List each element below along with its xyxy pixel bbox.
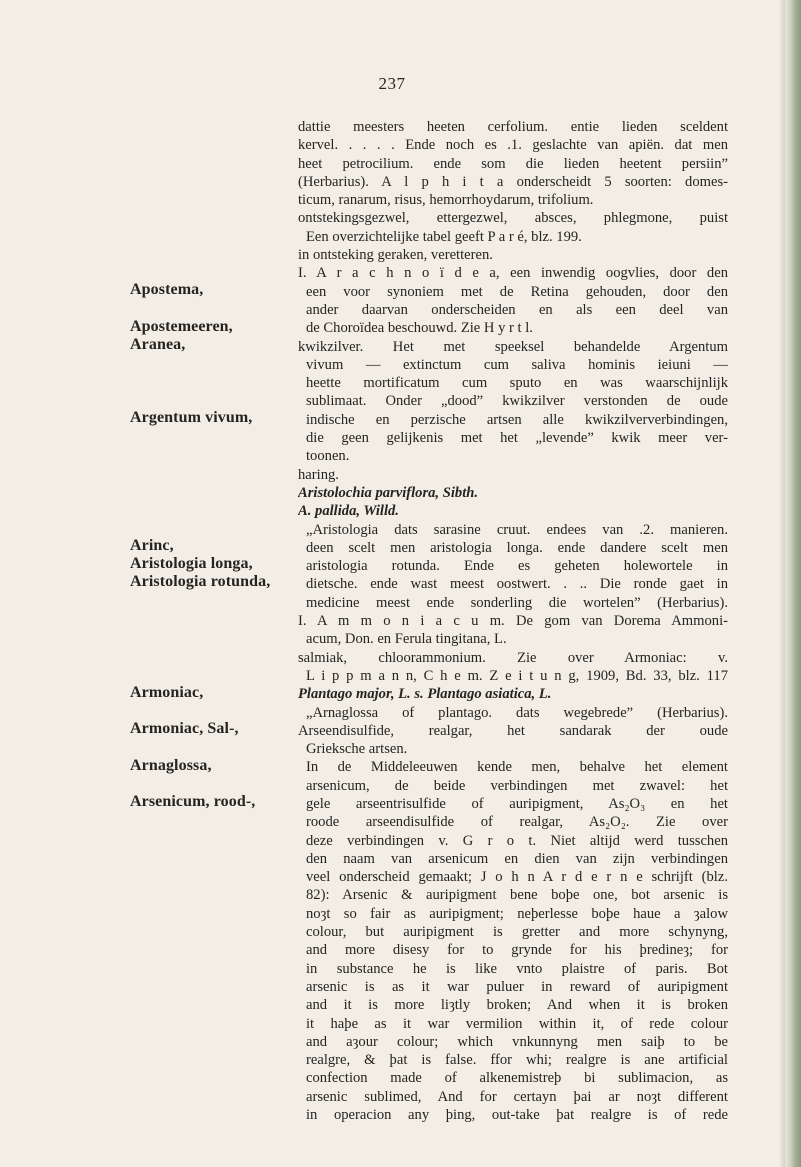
text-line: in operacion any þing, out-take þat realgre is of rede [306,1107,728,1124]
text-line: (Herbarius). A l p h i t a onderscheidt 5 soorten: domes- [298,173,728,190]
text-line: de Choroïdea beschouwd. Zie H y r t l. [306,320,533,337]
headword-armoniac-sal: Armoniac, Sal-, [130,720,239,737]
headword-aranea: Aranea, [130,336,186,353]
book-spine-edge [785,0,801,1167]
text-line: heet petrocilium. ende som die lieden heetent persiin” [298,155,728,172]
headword-argentum-vivum: Argentum vivum, [130,409,253,426]
text-line: in ontsteking geraken, veretteren. [298,247,493,264]
text-line: den naam van arsenicum en dien van zijn verbindingen [306,850,728,867]
text-line: roode arseendisulfide of realgar, As₂O₂. Zie over [306,814,728,831]
text-line: it haþe as it war vermilion within it, of rede colour [306,1015,728,1032]
text-line: confection made of alkenemistreþ bi sublimacion, as [306,1070,728,1087]
text-line: deen scelt men aristologia longa. ende dandere scelt men [306,539,728,556]
text-line: acum, Don. en Ferula tingitana, L. [306,631,507,648]
headword-arsenicum-rood: Arsenicum, rood-, [130,793,256,810]
page-number: 237 [378,74,406,93]
text-line: kervel. . . . . Ende noch es .1. geslachte van apiën. dat men [298,137,728,154]
text-line: arsenic is as it war puluer in reward of auripigment [306,978,728,995]
text-line-species: Plantago major, L. s. Plantago asiatica, L. [298,686,552,703]
text-line: In de Middeleeuwen kende men, behalve het element [306,759,728,776]
text-line: medicine meest ende sonderling die wortelen” (Herbarius). [306,594,728,611]
text-line: in substance he is like vnto plaistre of paris. Bot [306,960,728,977]
headword-armoniac: Armoniac, [130,684,204,701]
text-line: I. A m m o n i a c u m. De gom van Dorema Ammoni- [298,613,728,630]
headword-arnaglossa: Arnaglossa, [130,757,212,774]
text-line: ander daarvan onderscheiden en als een deel van [306,301,728,318]
entry-text-column [298,118,728,1124]
headword-aristologia-longa: Aristologia longa, [130,555,253,572]
text-line: realgre, & þat is false. ffor whi; realgre is ane artificial [306,1052,728,1069]
text-line: Arseendisulfide, realgar, het sandarak der oude [298,722,728,739]
text-line: ontstekingsgezwel, ettergezwel, absces, phlegmone, puist [298,210,728,227]
text-line: „Aristologia dats sarasine cruut. endees van .2. manieren. [306,521,728,538]
text-line: heette mortificatum cum sputo en was waarschijnlijk [306,375,728,392]
headword-apostema: Apostema, [130,281,204,298]
text-line: Grieksche artsen. [306,741,408,758]
headword-apostemeeren: Apostemeeren, [130,318,233,335]
text-line: colour, but auripigment is gretter and more schynyng, [306,924,728,941]
text-line: arsenic sublimed, And for certayn þai ar noȝt different [306,1088,728,1105]
text-line: gele arseentrisulfide of auripigment, As₂O₃ en het [306,795,728,812]
text-line: salmiak, chloorammonium. Zie over Armoniac: v. [298,649,728,666]
text-line: dattie meesters heeten cerfolium. entie lieden sceldent [298,119,728,135]
text-line: L i p p m a n n, C h e m. Z e i t u n g, 1909, Bd. 33, blz. 117 [306,667,728,684]
text-line-species: A. pallida, Willd. [298,503,399,520]
text-line: toonen. [306,448,350,465]
text-line: and more disesy for to grynde for his þredineȝ; for [306,942,728,959]
page-gutter-shadow [779,0,785,1167]
text-line: kwikzilver. Het met speeksel behandelde Argentum [298,338,728,355]
text-line: I. A r a c h n o ï d e a, een inwendig oogvlies, door den [298,265,728,282]
text-line: een voor synoniem met de Retina gehouden, door den [306,283,728,300]
text-line: haring. [298,466,339,483]
text-line: „Arnaglossa of plantago. dats wegebrede” (Herbarius). [306,704,728,721]
headword-arinc: Arinc, [130,537,174,554]
text-line-species: Aristolochia parviflora, Sibth. [298,484,479,501]
headword-aristologia-rotunda: Aristologia rotunda, [130,573,271,590]
text-line: die geen gelijkenis met het „levende” kwik meer ver- [306,430,728,447]
text-line: veel onderscheid gemaakt; J o h n A r d e r n e schrijft (blz. [306,869,728,886]
text-line: deze verbindingen v. G r o t. Niet altijd werd tusschen [306,832,728,849]
text-line: 82): Arsenic & auripigment bene boþe one, bot arsenic is [306,887,728,904]
text-line: vivum — extinctum cum saliva hominis ieiuni — [306,356,728,373]
text-line: and aȝour colour; which vnkunnyng men saiþ to be [306,1033,728,1050]
text-line: and it is more liȝtly broken; And when it is broken [306,997,728,1014]
text-line: noȝt so fair as auripigment; neþerlesse boþe haue a ȝalow [306,905,728,922]
text-line: ticum, ranarum, risus, hemorrhoydarum, trifolium. [298,192,594,209]
text-line: aristologia rotunda. Ende es geheten holewortele in [306,558,728,575]
text-line: indische en perzische artsen alle kwikzilververbindingen, [306,411,728,428]
text-line: dietsche. ende wast meest oostwert. . .. Die ronde gaet in [306,576,728,593]
text-line: sublimaat. Onder „dood” kwikzilver verstonden de oude [306,393,728,410]
text-line: Een overzichtelijke tabel geeft P a r é, blz. 199. [306,228,582,245]
text-line: arsenicum, de beide verbindingen met zwavel: het [306,777,728,794]
